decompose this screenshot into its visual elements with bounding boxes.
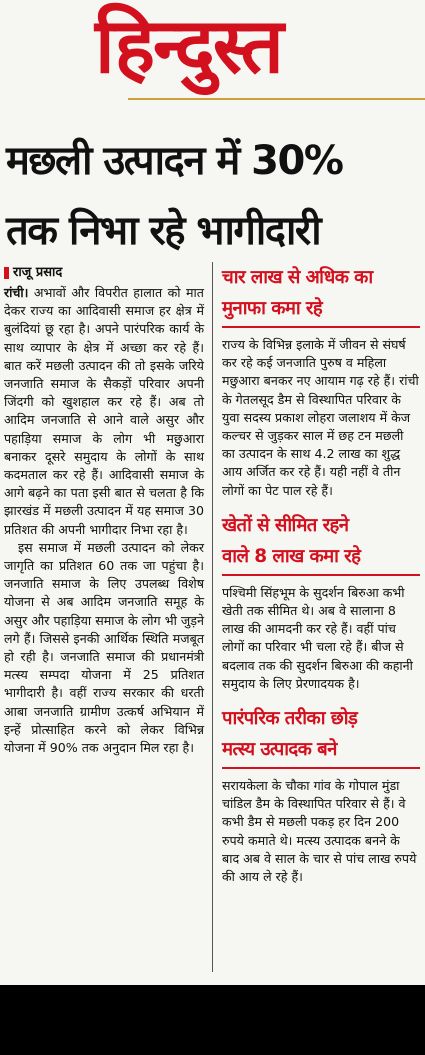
section-2-body: पश्चिमी सिंहभूम के सुदर्शन बिरुआ कभी खेती तक सीमित थे। अब वे सालाना 8 लाख की आमदनी कर रहे हैं। वहीं पांच लोगों का परिवार भी चला रहे हैं। बीज से बदलाव तक की सुदर्शन बिरुआ की कहानी समुदाय के लिए प्रेरणादयक है। (222, 584, 413, 691)
section-1-body: राज्य के विभिन्न इलाके में जीवन से संघर्ष कर रहे कई जनजाति पुरुष व महिला मछुआरा बनकर नए आयाम गढ़ रहे हैं। रांची के गेतलसूद डैम से विस्थापित परिवार के युवा सदस्य प्रकाश लोहरा जलाशय में केज कल्चर से जुड़कर साल में छह टन मछली का उत्पादन के साथ 4.2 लाख का शुद्ध आय अर्जित कर रहे हैं। यही नहीं वे तीन लोगों का पेट पाल रहे हैं। (222, 337, 419, 498)
section-3-subhead-line-1: पारंपरिक तरीका छोड़ (222, 708, 358, 730)
byline-marker-icon (4, 267, 9, 279)
masthead-logo: हिन्दुस्त (95, 1, 282, 90)
section-2 (222, 510, 420, 693)
byline (4, 262, 204, 284)
section-1-subhead-line-1: चार लाख से अधिक का (222, 267, 373, 288)
right-column (222, 262, 420, 896)
headline (6, 126, 421, 266)
section-3-subhead-line-2: मत्स्य उत्पादक बने (222, 739, 337, 761)
byline-name: राजू प्रसाद (13, 265, 63, 280)
section-2-rule (222, 574, 420, 576)
article-paragraph-1 (4, 284, 204, 539)
section-3 (222, 703, 420, 886)
column-divider (212, 262, 213, 972)
article-paragraph-2: इस समाज में मछली उत्पादन को लेकर जागृति का प्रतिशत 60 तक जा पहुंचा है। जनजाति समाज के लिए उपलब्ध विशेष योजना से अब आदिम जनजाति समूह के असुर और पहाड़िया समाज के लोग भी जुड़ने लगे हैं। जिससे इनकी आर्थिक स्थिति मजबूत हो रही है। जनजाति समाज की प्रधानमंत्री मत्स्य सम्पदा योजना में 25 प्रतिशत भागीदारी है। वहीं राज्य सरकार की धरती आबा जनजाति ग्रामीण उत्कर्ष अभियान में इन्हें प्रोत्साहित करने को लेकर विभिन्न योजना में 90% तक अनुदान मिल रहा है। (4, 539, 204, 756)
headline-line-2: तक निभा रहे भागीदारी (6, 208, 321, 254)
section-1-subhead-line-2: मुनाफा कमा रहे (222, 298, 323, 319)
section-2-subhead-line-2: वाले 8 लाख कमा रहे (222, 545, 361, 567)
section-3-body: सरायकेला के चौका गांव के गोपाल मुंडा चांडिल डैम के विस्थापित परिवार से हैं। वे कभी डैम से मछली पकड़ हर दिन 200 रुपये कमाते थे। मत्स्य उत्पादक बनने के बाद अब वे साल के चार से पांच लाख रुपये की आय ले रहे हैं। (222, 778, 417, 885)
headline-line-1: मछली उत्पादन में 30% (6, 138, 343, 184)
section-3-rule (222, 767, 420, 769)
section-1-rule (222, 326, 420, 328)
dateline: रांची। (4, 285, 29, 300)
section-2-subhead-line-1: खेतों से सीमित रहने (222, 514, 349, 536)
paragraph-1-text: अभावों और विपरीत हालात को मात देकर राज्य का आदिवासी समाज हर क्षेत्र में बुलंदियां छू रहा है। अपने पारंपरिक कार्य के साथ व्यापार के क्षेत्र में अच्छा कर रहे हैं। बात करें मछली उत्पादन की तो इसके जरिये जनजाति समाज के सैकड़ों परिवार अपनी जिंदगी को खुशहाल कर रहे हैं। अब तो आदिम जनजाति से आने वाले असुर और पहाड़िया समाज के लोग भी मछुआरा बनाकर दूसरे समुदाय के लोगों के साथ कदमताल कर रहे हैं। आदिवासी समाज के आगे बढ़ने का पता इसी बात से चलता है कि झारखंड में मछली उत्पादन में यह समाज 30 प्रतिशत की अपनी भागीदार निभा रहा है। (4, 285, 204, 537)
left-column (4, 262, 204, 757)
section-1 (222, 262, 420, 500)
masthead-rule (128, 98, 425, 100)
